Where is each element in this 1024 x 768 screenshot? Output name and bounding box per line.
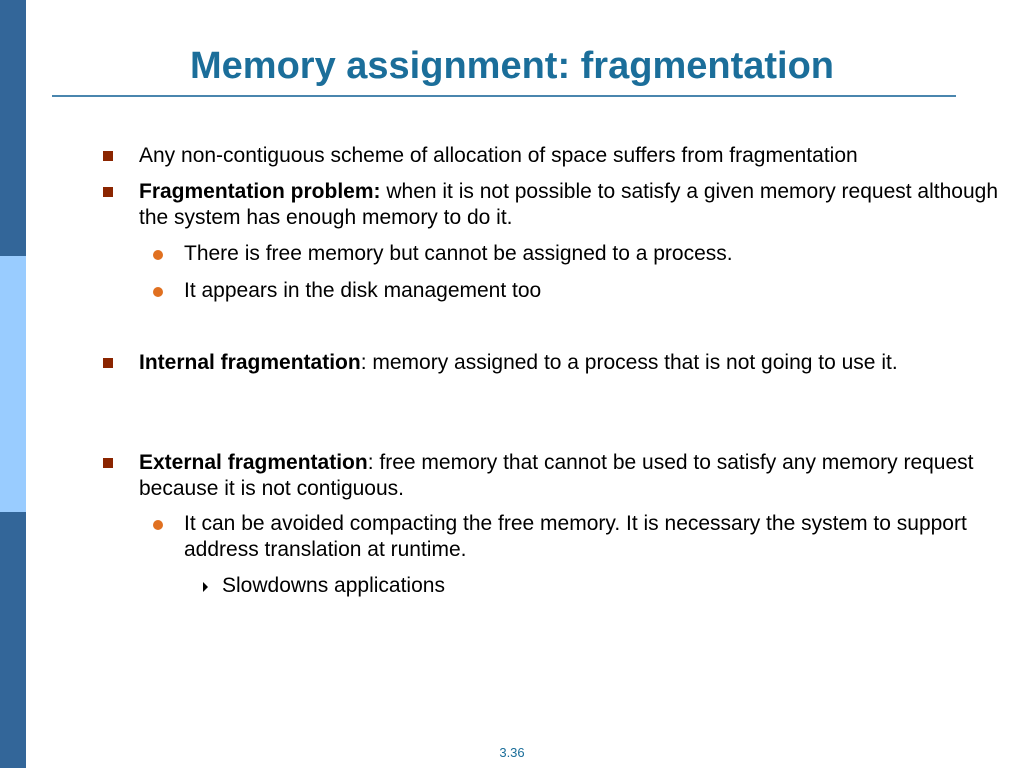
circle-bullet-icon: [153, 287, 163, 297]
bullet-item-1: [139, 143, 1001, 169]
bullet-item-5: [139, 350, 1001, 376]
bullet-item-3: [184, 241, 984, 267]
bullet-text: : free memory that cannot be used to satisfy any memory request because it is not contiguous.: [139, 451, 974, 500]
bullet-bold-label: Fragmentation problem:: [139, 180, 381, 203]
square-bullet-icon: [103, 358, 113, 368]
bullet-text: There is free memory but cannot be assigned to a process.: [184, 242, 733, 265]
square-bullet-icon: [103, 187, 113, 197]
slide-title: Memory assignment: fragmentation: [190, 45, 834, 87]
square-bullet-icon: [103, 151, 113, 161]
bullet-item-8: [222, 573, 982, 599]
bullet-bold-label: Internal fragmentation: [139, 351, 361, 374]
bullet-item-6: [139, 450, 1001, 502]
bullet-text: : memory assigned to a process that is not going to use it.: [360, 351, 898, 374]
bullet-item-4: [184, 278, 984, 304]
triangle-bullet-icon: [203, 582, 208, 592]
bullet-item-2: [139, 179, 1001, 231]
bullet-text: Any non-contiguous scheme of allocation of space suffers from fragmentation: [139, 144, 858, 167]
circle-bullet-icon: [153, 250, 163, 260]
square-bullet-icon: [103, 458, 113, 468]
circle-bullet-icon: [153, 520, 163, 530]
bullet-bold-label: External fragmentation: [139, 451, 368, 474]
page-number: 3.36: [499, 745, 525, 760]
bullet-text: It appears in the disk management too: [184, 279, 542, 302]
bullet-item-7: [184, 511, 984, 563]
bullet-text: It can be avoided compacting the free memory. It is necessary the system to support address translation at runtime.: [184, 512, 967, 561]
bullet-text: when it is not possible to satisfy a given memory request although the system has enough memory to do it.: [139, 180, 999, 229]
bullet-text: Slowdowns applications: [222, 574, 445, 597]
